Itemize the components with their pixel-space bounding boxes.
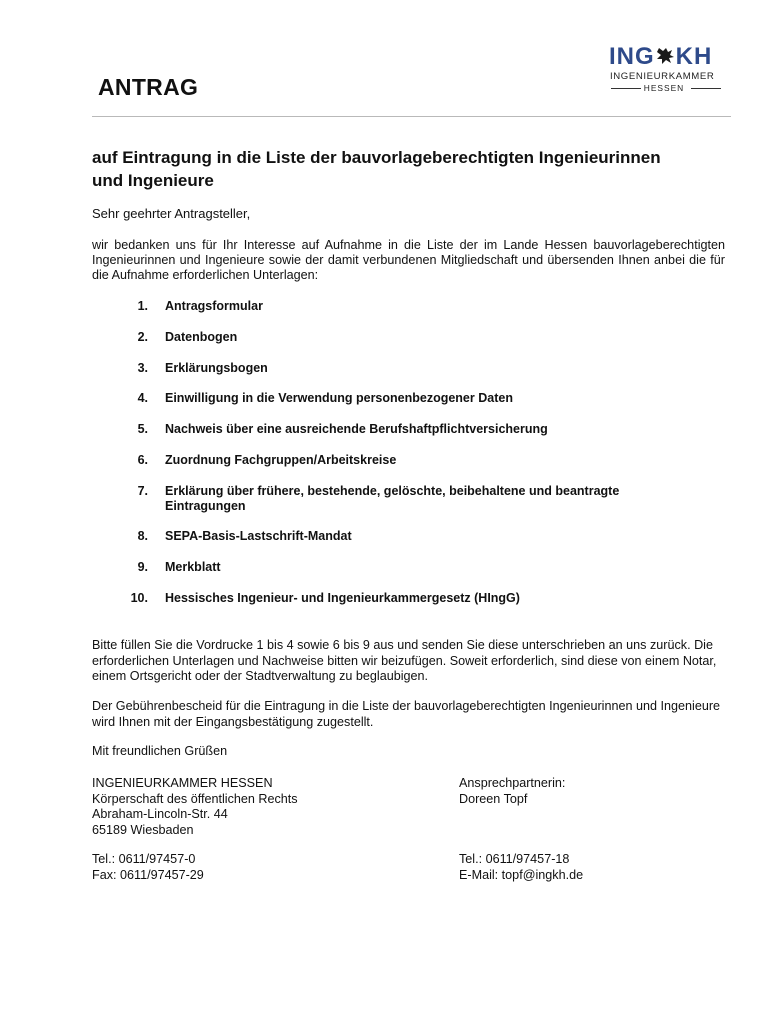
logo-text-left: ING bbox=[609, 43, 655, 70]
sender-name: INGENIEURKAMMER HESSEN bbox=[92, 776, 273, 790]
logo-divider-right bbox=[691, 88, 721, 89]
contact-label: Ansprechpartnerin: bbox=[459, 776, 566, 790]
contact-tel: Tel.: 0611/97457-18 bbox=[459, 852, 570, 866]
logo-line1: INGENIEURKAMMER bbox=[610, 71, 715, 82]
document-subject: auf Eintragung in die Liste der bauvorlageberechtigten Ingenieurinnen und Ingenieure bbox=[92, 148, 661, 190]
header-divider bbox=[92, 116, 731, 117]
logo-text-right: KH bbox=[675, 43, 713, 70]
contact-email[interactable]: E-Mail: topf@ingkh.de bbox=[459, 867, 584, 882]
sender-phone-block bbox=[92, 852, 422, 883]
sender-address bbox=[92, 776, 422, 838]
salutation: Sehr geehrter Antragsteller, bbox=[92, 206, 251, 221]
contact-phone-block bbox=[459, 852, 719, 883]
intro-paragraph: wir bedanken uns für Ihr Interesse auf Aufnahme in die Liste der im Lande Hessen bauvorlageberechtigten Ingenieurinnen und Ingenieure sowie der damit verbundenen Mitgliedschaft und übersenden Ihnen anbei die für die Aufnahme erforderlichen Unterlagen: bbox=[92, 238, 725, 282]
fee-paragraph: Der Gebührenbescheid für die Eintragung in die Liste der bauvorlageberechtigten Ingenieurinnen und Ingenieure wird Ihnen mit der Eingangsbestätigung zugestellt. bbox=[92, 699, 721, 729]
sender-tel: Tel.: 0611/97457-0 bbox=[92, 852, 196, 866]
logo-line2: HESSEN bbox=[643, 83, 685, 93]
sender-street: Abraham-Lincoln-Str. 44 bbox=[92, 807, 228, 821]
sender-city: 65189 Wiesbaden bbox=[92, 822, 194, 837]
closing-text: Mit freundlichen Grüßen bbox=[92, 744, 228, 758]
sender-type: Körperschaft des öffentlichen Rechts bbox=[92, 791, 298, 806]
contact-person bbox=[459, 776, 719, 807]
lion-icon bbox=[656, 45, 675, 71]
document-page: ANTRAG ING KH INGENIEURKAMMER HESSEN auf Eintragung in die Liste der bauvorlageberechtigten Ingenieurinnen und Ingenieure Sehr geehrter Antragsteller, wir bedanken uns für Ihr Interesse auf Aufnahme in die Liste der im Lande Hessen bauvorlageberechtigten Ingenieurinnen und Ingenieure sowie der damit verbundenen Mitgliedschaft und übersenden Ihnen anbei die für die Aufnahme erforderlichen Unterlagen: 1. Antragsformular 2. Datenbogen 3. Erklärungsbogen 4. Einwilligung in die Verwendung personenbezogener Daten 5. Nachweis über eine ausreichende Berufshaftpflichtversicherung 6. Zuordnung Fachgruppen/Arbeitskreise 7. Erklärung über frühere, bestehende, gelöschte, beibehaltene und beantragte Eintragungen 8. SEPA-Basis-Lastschrift-Mandat 9. Merkblatt 10. Hessisches Ingenieur- und Ingenieurkammergesetz (HIngG) Bitte füllen Sie die Vordrucke 1 bis 4 sowie 6 bis 9 aus und senden Sie diese unterschrieben an uns zurück. Die erforderlichen Unterlagen und Nachweise bitten wir beizufügen. Soweit erforderlich, sind diese von einem Notar, einem Ortsgericht oder der Stadtverwaltung zu beglaubigen. Der Gebührenbescheid für die Eintragung in die Liste der bauvorlageberechtigten Ingenieurinnen und Ingenieure wird Ihnen mit der Eingangsbestätigung zugestellt. Mit freundlichen Grüßen INGENIEURKAMMER HESSEN Körperschaft des öffentlichen Rechts Abraham-Lincoln-Str. 44 65189 Wiesbaden Ansprechpartnerin: Doreen Topf Tel.: 0611/97457-0 Fax: 0611/97457-29 Tel.: 0611/97457-18 E-Mail: topf@ingkh.de bbox=[0, 0, 770, 1024]
sender-fax: Fax: 0611/97457-29 bbox=[92, 867, 204, 882]
instructions-paragraph: Bitte füllen Sie die Vordrucke 1 bis 4 sowie 6 bis 9 aus und senden Sie diese unterschrieben an uns zurück. Die erforderlichen Unterlagen und Nachweise bitten wir beizufügen. Soweit erforderlich, sind diese von einem Notar, einem Ortsgericht oder der Stadtverwaltung zu beglaubigen. bbox=[92, 638, 717, 683]
document-title: ANTRAG bbox=[98, 74, 199, 100]
contact-name: Doreen Topf bbox=[459, 791, 528, 806]
ingkh-logo bbox=[607, 44, 725, 96]
